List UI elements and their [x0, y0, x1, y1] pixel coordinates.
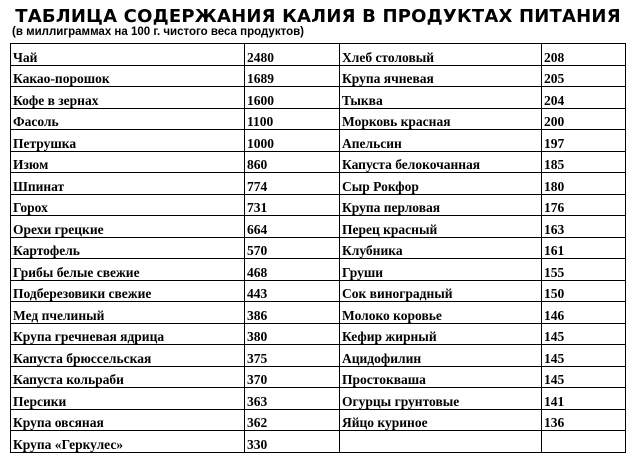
right-product-name: Яйцо куриное	[340, 409, 542, 431]
right-product-name: Молоко коровье	[340, 302, 542, 324]
table-row	[11, 216, 626, 238]
potassium-table	[10, 43, 626, 453]
table-row	[11, 259, 626, 281]
right-potassium-value: 163	[542, 216, 626, 238]
right-potassium-value: 200	[542, 108, 626, 130]
table-row	[11, 130, 626, 152]
left-potassium-value: 1000	[245, 130, 340, 152]
table-row	[11, 65, 626, 87]
table-row	[11, 151, 626, 173]
table-row	[11, 237, 626, 259]
table-row	[11, 173, 626, 195]
left-potassium-value: 664	[245, 216, 340, 238]
right-product-name	[340, 431, 542, 453]
left-potassium-value: 1600	[245, 87, 340, 109]
right-product-name: Крупа ячневая	[340, 65, 542, 87]
right-potassium-value: 145	[542, 345, 626, 367]
right-product-name: Груши	[340, 259, 542, 281]
left-potassium-value: 2480	[245, 44, 340, 66]
page-title: ТАБЛИЦА СОДЕРЖАНИЯ КАЛИЯ В ПРОДУКТАХ ПИТАНИЯ	[15, 6, 621, 27]
right-potassium-value: 141	[542, 388, 626, 410]
right-potassium-value: 161	[542, 237, 626, 259]
left-potassium-value: 731	[245, 194, 340, 216]
table-row	[11, 280, 626, 302]
right-product-name: Апельсин	[340, 130, 542, 152]
left-potassium-value: 468	[245, 259, 340, 281]
right-potassium-value: 197	[542, 130, 626, 152]
right-product-name: Крупа перловая	[340, 194, 542, 216]
left-product-name: Какао-порошок	[11, 65, 245, 87]
right-potassium-value: 145	[542, 323, 626, 345]
left-potassium-value: 380	[245, 323, 340, 345]
left-potassium-value: 375	[245, 345, 340, 367]
left-product-name: Шпинат	[11, 173, 245, 195]
right-product-name: Морковь красная	[340, 108, 542, 130]
right-potassium-value: 155	[542, 259, 626, 281]
right-potassium-value: 208	[542, 44, 626, 66]
left-potassium-value: 860	[245, 151, 340, 173]
right-product-name: Сок виноградный	[340, 280, 542, 302]
left-product-name: Изюм	[11, 151, 245, 173]
left-product-name: Грибы белые свежие	[11, 259, 245, 281]
left-product-name: Персики	[11, 388, 245, 410]
table-row	[11, 323, 626, 345]
right-potassium-value: 205	[542, 65, 626, 87]
table-row	[11, 44, 626, 66]
left-product-name: Мед пчелиный	[11, 302, 245, 324]
left-potassium-value: 443	[245, 280, 340, 302]
table-row	[11, 302, 626, 324]
right-product-name: Клубника	[340, 237, 542, 259]
page-subtitle: (в миллиграммах на 100 г. чистого веса продуктов)	[12, 26, 304, 38]
right-potassium-value: 145	[542, 366, 626, 388]
right-product-name: Сыр Рокфор	[340, 173, 542, 195]
right-product-name: Тыква	[340, 87, 542, 109]
left-potassium-value: 1689	[245, 65, 340, 87]
right-potassium-value	[542, 431, 626, 453]
left-product-name: Картофель	[11, 237, 245, 259]
left-potassium-value: 1100	[245, 108, 340, 130]
table-row	[11, 388, 626, 410]
table-row	[11, 345, 626, 367]
left-product-name: Петрушка	[11, 130, 245, 152]
left-product-name: Крупа «Геркулес»	[11, 431, 245, 453]
left-product-name: Крупа овсяная	[11, 409, 245, 431]
table-row	[11, 409, 626, 431]
left-product-name: Чай	[11, 44, 245, 66]
right-potassium-value: 176	[542, 194, 626, 216]
left-product-name: Горох	[11, 194, 245, 216]
table-row	[11, 194, 626, 216]
right-product-name: Капуста белокочанная	[340, 151, 542, 173]
right-product-name: Ацидофилин	[340, 345, 542, 367]
right-product-name: Кефир жирный	[340, 323, 542, 345]
left-product-name: Капуста кольраби	[11, 366, 245, 388]
left-potassium-value: 774	[245, 173, 340, 195]
left-product-name: Кофе в зернах	[11, 87, 245, 109]
table-row	[11, 431, 626, 453]
right-potassium-value: 185	[542, 151, 626, 173]
table-row	[11, 366, 626, 388]
right-potassium-value: 150	[542, 280, 626, 302]
right-potassium-value: 136	[542, 409, 626, 431]
left-potassium-value: 363	[245, 388, 340, 410]
left-product-name: Крупа гречневая ядрица	[11, 323, 245, 345]
left-potassium-value: 370	[245, 366, 340, 388]
table-row	[11, 108, 626, 130]
table-row	[11, 87, 626, 109]
left-potassium-value: 386	[245, 302, 340, 324]
right-product-name: Перец красный	[340, 216, 542, 238]
right-product-name: Огурцы грунтовые	[340, 388, 542, 410]
right-potassium-value: 146	[542, 302, 626, 324]
left-product-name: Капуста брюссельская	[11, 345, 245, 367]
right-product-name: Простокваша	[340, 366, 542, 388]
left-product-name: Орехи грецкие	[11, 216, 245, 238]
left-product-name: Подберезовики свежие	[11, 280, 245, 302]
right-potassium-value: 204	[542, 87, 626, 109]
right-potassium-value: 180	[542, 173, 626, 195]
left-potassium-value: 570	[245, 237, 340, 259]
left-potassium-value: 330	[245, 431, 340, 453]
left-product-name: Фасоль	[11, 108, 245, 130]
left-potassium-value: 362	[245, 409, 340, 431]
right-product-name: Хлеб столовый	[340, 44, 542, 66]
